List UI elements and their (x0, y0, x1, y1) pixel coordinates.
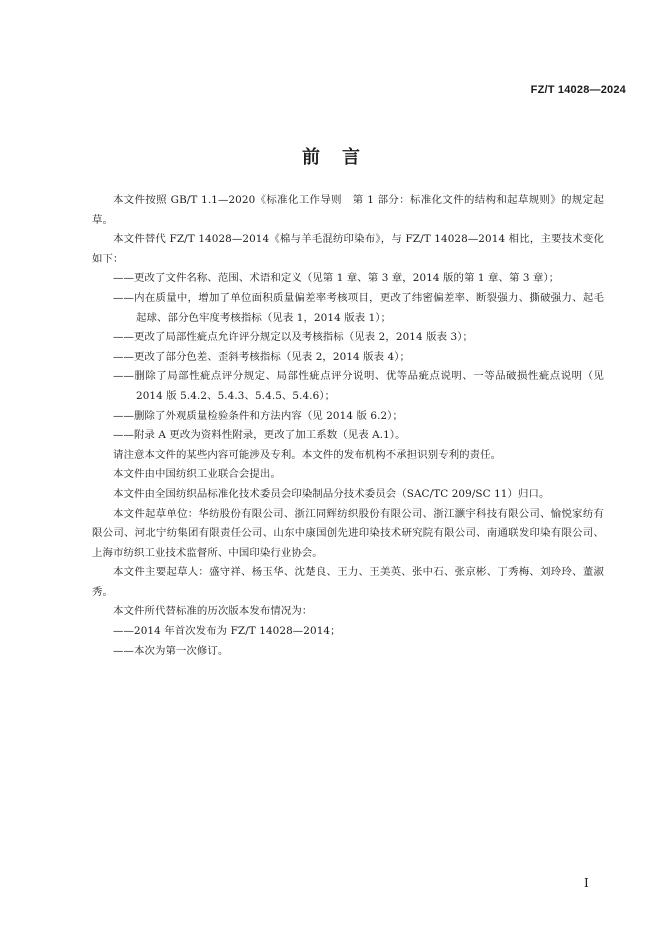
paragraph-technical-committee: 本文件由全国纺织品标准化技术委员会印染制品分技术委员会（SAC/TC 209/SC 11）归口。 (113, 487, 550, 500)
foreword-body (92, 191, 604, 661)
paragraph-patent-notice: 请注意本文件的某些内容可能涉及专利。本文件的发布机构不承担识别专利的责任。 (113, 448, 502, 461)
paragraph-drafting-rule: 本文件按照 GB/T 1.1—2020《标准化工作导则 第 1 部分：标准化文件的结构和起草规则》的规定起草。 (92, 194, 604, 226)
paragraph-version-history: 本文件所代替标准的历次版本发布情况为： (113, 605, 313, 618)
standard-code: FZ/T 14028—2024 (530, 84, 626, 96)
paragraph-replacement: 本文件替代 FZ/T 14028—2014《棉与羊毛混纺印染布》，与 FZ/T 14028—2014 相比，主要技术变化如下： (92, 233, 604, 265)
history-item: ——2014 年首次发布为 FZ/T 14028—2014； (113, 625, 341, 638)
page-title: 前言 (302, 147, 382, 168)
paragraph-drafting-units: 本文件起草单位：华纺股份有限公司、浙江同辉纺织股份有限公司、浙江灏宇科技有限公司、愉悦家纺有限公司、河北宁纺集团有限责任公司、山东中康国创先进印染技术研究院有限公司、南通联发印染有限公司、上海市纺织工业技术监督所、中国印染行业协会。 (92, 507, 604, 559)
change-item: ——删除了外观质量检验条件和方法内容（见 2014 版 6.2）； (113, 409, 403, 422)
change-item: ——更改了局部性疵点允许评分规定以及考核指标（见表 2，2014 版表 3）； (113, 331, 473, 344)
change-item: ——更改了文件名称、范围、术语和定义（见第 1 章、第 3 章，2014 版的第 1 章、第 3 章）； (113, 272, 560, 285)
page-number: I (584, 876, 589, 890)
change-item: ——更改了部分色差、歪斜考核指标（见表 2，2014 版表 4）； (113, 350, 411, 363)
paragraph-proposer: 本文件由中国纺织工业联合会提出。 (113, 468, 281, 481)
history-item: ——本次为第一次修订。 (113, 644, 229, 657)
change-item: ——附录 A 更改为资料性附录，更改了加工系数（见表 A.1）。 (113, 429, 406, 442)
change-item: ——删除了局部性疵点评分规定、局部性疵点评分说明、优等品疵点说明、一等品破损性疵点说明（见 2014 版 5.4.2、5.4.3、5.4.5、5.4.6）； (113, 370, 604, 402)
paragraph-drafters: 本文件主要起草人：盛守祥、杨玉华、沈楚良、王力、王美英、张中石、张京彬、丁秀梅、刘玲玲、董淑秀。 (92, 566, 604, 598)
change-item: ——内在质量中，增加了单位面积质量偏差率考核项目，更改了纬密偏差率、断裂强力、撕破强力、起毛起球、部分色牢度考核指标（见表 1，2014 版表 1）； (113, 291, 604, 324)
